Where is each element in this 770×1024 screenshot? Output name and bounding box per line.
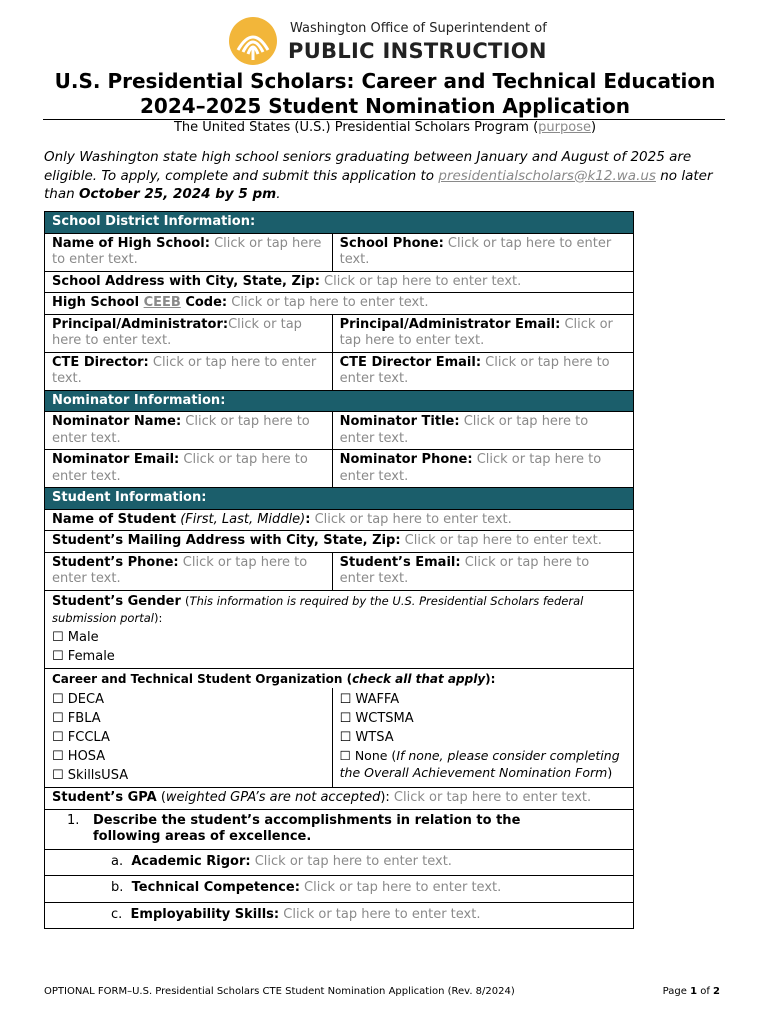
nomination-form-table bbox=[44, 211, 634, 929]
page-title bbox=[0, 69, 770, 119]
field-nominator-name[interactable] bbox=[45, 412, 333, 450]
cte-org-list-right bbox=[332, 688, 633, 788]
checkbox-fccla[interactable] bbox=[52, 728, 325, 747]
placeholder[interactable]: Click or tap here to enter text. bbox=[339, 235, 612, 267]
field-student-phone[interactable] bbox=[45, 552, 333, 590]
page-number bbox=[663, 986, 720, 997]
checkbox-icon[interactable]: ☐ bbox=[339, 692, 352, 707]
placeholder[interactable]: Click or tap here to enter text. bbox=[52, 414, 310, 446]
submission-email-link[interactable]: presidentialscholars@k12.wa.us bbox=[438, 167, 656, 184]
label-student-name: Name of Student bbox=[52, 511, 177, 527]
placeholder[interactable]: Click or tap here to enter text. bbox=[304, 880, 502, 895]
placeholder[interactable]: Click or tap here to enter text. bbox=[52, 316, 302, 348]
label-cte-director-email: CTE Director Email: bbox=[339, 354, 482, 370]
option-label: WCTSMA bbox=[355, 711, 414, 726]
field-student-name[interactable]: Name of Student (First, Last, Middle): Click or tap here to enter text. bbox=[45, 509, 634, 531]
field-school-address[interactable] bbox=[45, 271, 634, 293]
placeholder[interactable]: Click or tap here to enter text. bbox=[339, 554, 590, 586]
placeholder[interactable]: Click or tap here to enter text. bbox=[339, 414, 589, 446]
label-cte-org: Career and Technical Student Organization bbox=[52, 671, 343, 686]
option-label: Female bbox=[67, 648, 115, 664]
checkbox-wtsa[interactable] bbox=[340, 728, 626, 747]
deadline: October 25, 2024 by 5 pm bbox=[78, 186, 277, 202]
field-cte-director-email[interactable] bbox=[332, 352, 633, 390]
subtitle bbox=[0, 120, 770, 136]
option-label: SkillsUSA bbox=[67, 768, 129, 783]
org-name-small: Washington Office of Superintendent of bbox=[290, 21, 547, 36]
question-c-label: c. bbox=[111, 906, 123, 922]
page-total: 2 bbox=[713, 986, 720, 997]
checkbox-icon[interactable]: ☐ bbox=[52, 629, 64, 645]
field-nominator-email[interactable] bbox=[45, 450, 333, 488]
option-label: FCCLA bbox=[67, 730, 110, 745]
title-line-2: 2024–2025 Student Nomination Application bbox=[140, 94, 630, 118]
label-employability-skills: Employability Skills: bbox=[130, 906, 280, 922]
intro-text-1: Only Washington state high school seniors graduating between January and August of 2025 are eligible. To apply, complete and submit this application to bbox=[44, 149, 692, 184]
cte-org-list-left bbox=[45, 688, 333, 788]
option-label: WAFFA bbox=[355, 692, 400, 707]
field-employability-skills[interactable] bbox=[45, 902, 634, 929]
checkbox-hosa[interactable] bbox=[52, 747, 325, 766]
student-name-hint: (First, Last, Middle) bbox=[180, 511, 306, 527]
label-student-gpa: Student’s GPA bbox=[52, 790, 157, 805]
placeholder[interactable]: Click or tap here to enter text. bbox=[324, 273, 522, 289]
placeholder[interactable]: Click or tap here to enter text. bbox=[52, 235, 322, 267]
title-line-1: U.S. Presidential Scholars: Career and Technical Education bbox=[54, 69, 716, 93]
checkbox-fbla[interactable] bbox=[52, 709, 325, 728]
question-1-text: Describe the student’s accomplishments in relation to the following areas of excellence. bbox=[93, 812, 521, 844]
gpa-note: weighted GPA’s are not accepted bbox=[165, 790, 381, 805]
field-academic-rigor[interactable] bbox=[45, 849, 634, 876]
placeholder[interactable]: Click or tap here to enter text. bbox=[339, 316, 613, 348]
gender-note: This information is required by the U.S. Presidential Scholars federal submission portal bbox=[52, 593, 584, 625]
label-academic-rigor: Academic Rigor: bbox=[131, 853, 251, 869]
label-school-phone: School Phone: bbox=[339, 235, 444, 251]
page-word: Page bbox=[662, 986, 691, 997]
checkbox-icon[interactable]: ☐ bbox=[52, 711, 64, 726]
placeholder[interactable]: Click or tap here to enter text. bbox=[254, 853, 452, 869]
ospi-logo bbox=[228, 16, 547, 70]
of-word: of bbox=[697, 986, 714, 997]
page-current: 1 bbox=[690, 986, 698, 997]
intro-text-3: . bbox=[276, 186, 281, 202]
label-student-gender: Student’s Gender bbox=[52, 593, 181, 609]
checkbox-icon[interactable]: ☐ bbox=[52, 749, 64, 764]
label-nominator-email: Nominator Email: bbox=[52, 452, 180, 467]
question-1-number: 1. bbox=[67, 812, 80, 828]
field-high-school-name[interactable] bbox=[45, 233, 333, 271]
subtitle-close: ) bbox=[590, 120, 597, 135]
option-label: HOSA bbox=[67, 749, 106, 764]
label-student-address: Student’s Mailing Address with City, State, Zip: bbox=[52, 533, 401, 548]
placeholder[interactable]: Click or tap here to enter text. bbox=[339, 452, 602, 484]
option-label: DECA bbox=[67, 692, 104, 707]
subtitle-text: The United States (U.S.) Presidential Scholars Program ( bbox=[173, 120, 539, 135]
field-nominator-title[interactable] bbox=[332, 412, 633, 450]
section-student: Student Information: bbox=[45, 488, 634, 510]
org-name-big: PUBLIC INSTRUCTION bbox=[288, 39, 547, 63]
question-1 bbox=[45, 809, 634, 849]
placeholder[interactable]: Click or tap here to enter text. bbox=[52, 354, 317, 386]
placeholder[interactable]: Click or tap here to enter text. bbox=[231, 295, 429, 310]
field-cte-director[interactable] bbox=[45, 352, 333, 390]
checkbox-waffa[interactable] bbox=[340, 690, 626, 709]
ceeb-link[interactable]: CEEB bbox=[143, 295, 181, 310]
checkbox-male[interactable] bbox=[52, 628, 626, 647]
cte-org-hint: check all that apply bbox=[352, 671, 486, 686]
label-high-school-name: Name of High School: bbox=[52, 235, 210, 251]
placeholder[interactable]: Click or tap here to enter text. bbox=[393, 790, 592, 805]
checkbox-icon[interactable]: ☐ bbox=[339, 748, 351, 763]
checkbox-icon[interactable]: ☐ bbox=[339, 711, 352, 726]
intro-paragraph bbox=[44, 148, 724, 204]
field-principal[interactable] bbox=[45, 314, 333, 352]
label-technical-competence: Technical Competence: bbox=[131, 880, 300, 895]
placeholder[interactable]: Click or tap here to enter text. bbox=[339, 354, 610, 386]
field-nominator-phone[interactable] bbox=[332, 450, 633, 488]
label-principal-email: Principal/Administrator Email: bbox=[339, 316, 561, 332]
label-cte-director: CTE Director: bbox=[52, 354, 149, 370]
section-nominator: Nominator Information: bbox=[45, 390, 634, 412]
section-school: School District Information: bbox=[45, 212, 634, 234]
checkbox-wctsma[interactable] bbox=[340, 709, 626, 728]
option-label: FBLA bbox=[67, 711, 101, 726]
label-school-address: School Address with City, State, Zip: bbox=[52, 273, 320, 289]
field-student-email[interactable] bbox=[332, 552, 633, 590]
field-student-gender: Student’s Gender (This information is required by the U.S. Presidential Scholars federal submission portal): ☐ Male ☐ Female bbox=[45, 590, 634, 668]
label-ceeb-post: Code: bbox=[180, 295, 228, 310]
placeholder[interactable]: Click or tap here to enter text. bbox=[52, 554, 308, 586]
footer-form-name: OPTIONAL FORM–U.S. Presidential Scholars CTE Student Nomination Application (Rev. 8/2024) bbox=[44, 986, 515, 997]
placeholder[interactable]: Click or tap here to enter text. bbox=[52, 452, 308, 484]
label-nominator-name: Nominator Name: bbox=[52, 414, 182, 429]
field-student-address[interactable] bbox=[45, 531, 634, 553]
label-student-phone: Student’s Phone: bbox=[52, 554, 179, 570]
purpose-link[interactable]: purpose bbox=[538, 120, 591, 135]
checkbox-female[interactable] bbox=[52, 647, 626, 666]
label-ceeb-pre: High School bbox=[52, 295, 144, 310]
ospi-sun-icon bbox=[228, 16, 278, 66]
checkbox-icon[interactable]: ☐ bbox=[52, 648, 64, 664]
label-nominator-title: Nominator Title: bbox=[339, 414, 460, 429]
checkbox-none[interactable]: ☐ None (If none, please consider completing the Overall Achievement Nomination Form) bbox=[339, 748, 620, 780]
question-b-label: b. bbox=[111, 880, 124, 895]
label-student-email: Student’s Email: bbox=[339, 554, 461, 570]
question-a-label: a. bbox=[111, 853, 124, 869]
checkbox-icon[interactable]: ☐ bbox=[52, 692, 64, 707]
placeholder[interactable]: Click or tap here to enter text. bbox=[283, 906, 481, 922]
checkbox-deca[interactable] bbox=[52, 690, 325, 709]
field-student-gpa[interactable]: Student’s GPA (weighted GPA’s are not accepted): Click or tap here to enter text. bbox=[45, 788, 634, 810]
checkbox-icon[interactable]: ☐ bbox=[52, 730, 64, 745]
checkbox-icon[interactable]: ☐ bbox=[52, 768, 64, 783]
field-school-phone[interactable] bbox=[332, 233, 633, 271]
checkbox-icon[interactable]: ☐ bbox=[339, 730, 352, 745]
field-ceeb-code[interactable] bbox=[45, 293, 634, 315]
option-label: WTSA bbox=[355, 730, 394, 745]
option-label: Male bbox=[67, 629, 99, 645]
none-note: If none, please consider completing the Overall Achievement Nomination Form bbox=[339, 748, 620, 780]
option-label: None bbox=[354, 748, 388, 763]
field-principal-email[interactable] bbox=[332, 314, 633, 352]
placeholder[interactable]: Click or tap here to enter text. bbox=[404, 533, 602, 548]
intro-text-2: no later than bbox=[44, 167, 713, 202]
label-nominator-phone: Nominator Phone: bbox=[339, 452, 473, 467]
field-technical-competence[interactable] bbox=[45, 876, 634, 903]
checkbox-skillsusa[interactable] bbox=[52, 766, 325, 785]
placeholder[interactable]: Click or tap here to enter text. bbox=[314, 511, 512, 527]
field-cte-org-header: Career and Technical Student Organization (check all that apply): bbox=[45, 668, 634, 688]
label-principal: Principal/Administrator: bbox=[52, 316, 229, 332]
